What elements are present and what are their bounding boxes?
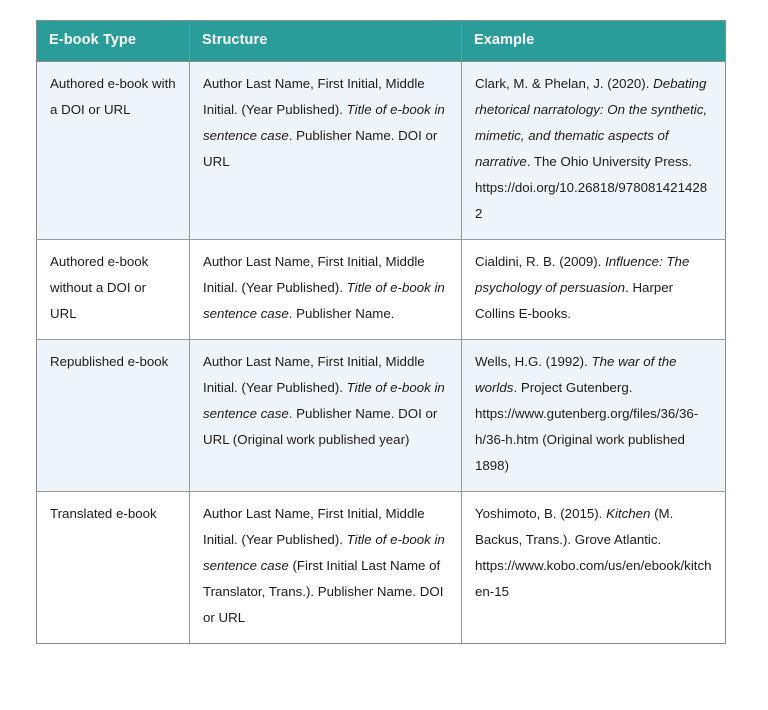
table-body [37,62,726,644]
plain-text: . Publisher Name. DOI or URL (Original work published year) [203,406,438,448]
column-header-ebook-type: E-book Type [37,21,190,62]
plain-text: . The Ohio University Press. https://doi.org/10.26818/9780814214282 [475,154,708,222]
cell-example [462,340,726,492]
italic-title-text: Kitchen [606,506,651,522]
plain-text: Yoshimoto, B. (2015). [475,506,607,522]
italic-title-text: Title of e-book in sentence case [203,280,445,322]
plain-text: (First Initial Last Name of Translator, Trans.). Publisher Name. DOI or URL [203,558,444,626]
plain-text: . Publisher Name. [288,306,395,322]
plain-text: Cialdini, R. B. (2009). [475,254,606,270]
cell-structure [190,340,462,492]
column-header-structure: Structure [190,21,462,62]
plain-text: Author Last Name, First Initial, Middle Initial. (Year Published). [203,254,425,296]
plain-text: Author Last Name, First Initial, Middle Initial. (Year Published). [203,76,425,118]
table-row [37,492,726,644]
cell-example [462,62,726,240]
cell-structure [190,62,462,240]
cell-example [462,240,726,340]
cell-structure [190,492,462,644]
table-header [37,21,726,62]
plain-text: Author Last Name, First Initial, Middle Initial. (Year Published). [203,506,425,548]
plain-text: . Harper Collins E-books. [475,280,674,322]
italic-title-text: The war of the worlds [475,354,677,396]
italic-title-text: Debating rhetorical narratology: On the synthetic, mimetic, and thematic aspects of narrative [475,76,708,170]
ebook-citation-table [36,20,726,644]
table-header-row [37,21,726,62]
italic-title-text: Title of e-book in sentence case [203,380,445,422]
italic-title-text: Title of e-book in sentence case [203,532,445,574]
cell-ebook-type: Authored e-book without a DOI or URL [37,240,190,340]
cell-example [462,492,726,644]
plain-text: Wells, H.G. (1992). [475,354,592,370]
cell-structure [190,240,462,340]
table-row [37,340,726,492]
table-row [37,62,726,240]
plain-text: Author Last Name, First Initial, Middle Initial. (Year Published). [203,354,425,396]
plain-text: . Publisher Name. DOI or URL [203,128,438,170]
cell-ebook-type: Authored e-book with a DOI or URL [37,62,190,240]
italic-title-text: Title of e-book in sentence case [203,102,445,144]
ebook-citation-table-container [36,20,725,644]
italic-title-text: Influence: The psychology of persuasion [475,254,690,296]
table-row [37,240,726,340]
column-header-example: Example [462,21,726,62]
plain-text: Clark, M. & Phelan, J. (2020). [475,76,654,92]
cell-ebook-type: Translated e-book [37,492,190,644]
cell-ebook-type: Republished e-book [37,340,190,492]
plain-text: . Project Gutenberg. https://www.gutenberg.org/files/36/36-h/36-h.htm (Original work published 1898) [475,380,699,474]
plain-text: (M. Backus, Trans.). Grove Atlantic. https://www.kobo.com/us/en/ebook/kitchen-15 [475,506,712,600]
